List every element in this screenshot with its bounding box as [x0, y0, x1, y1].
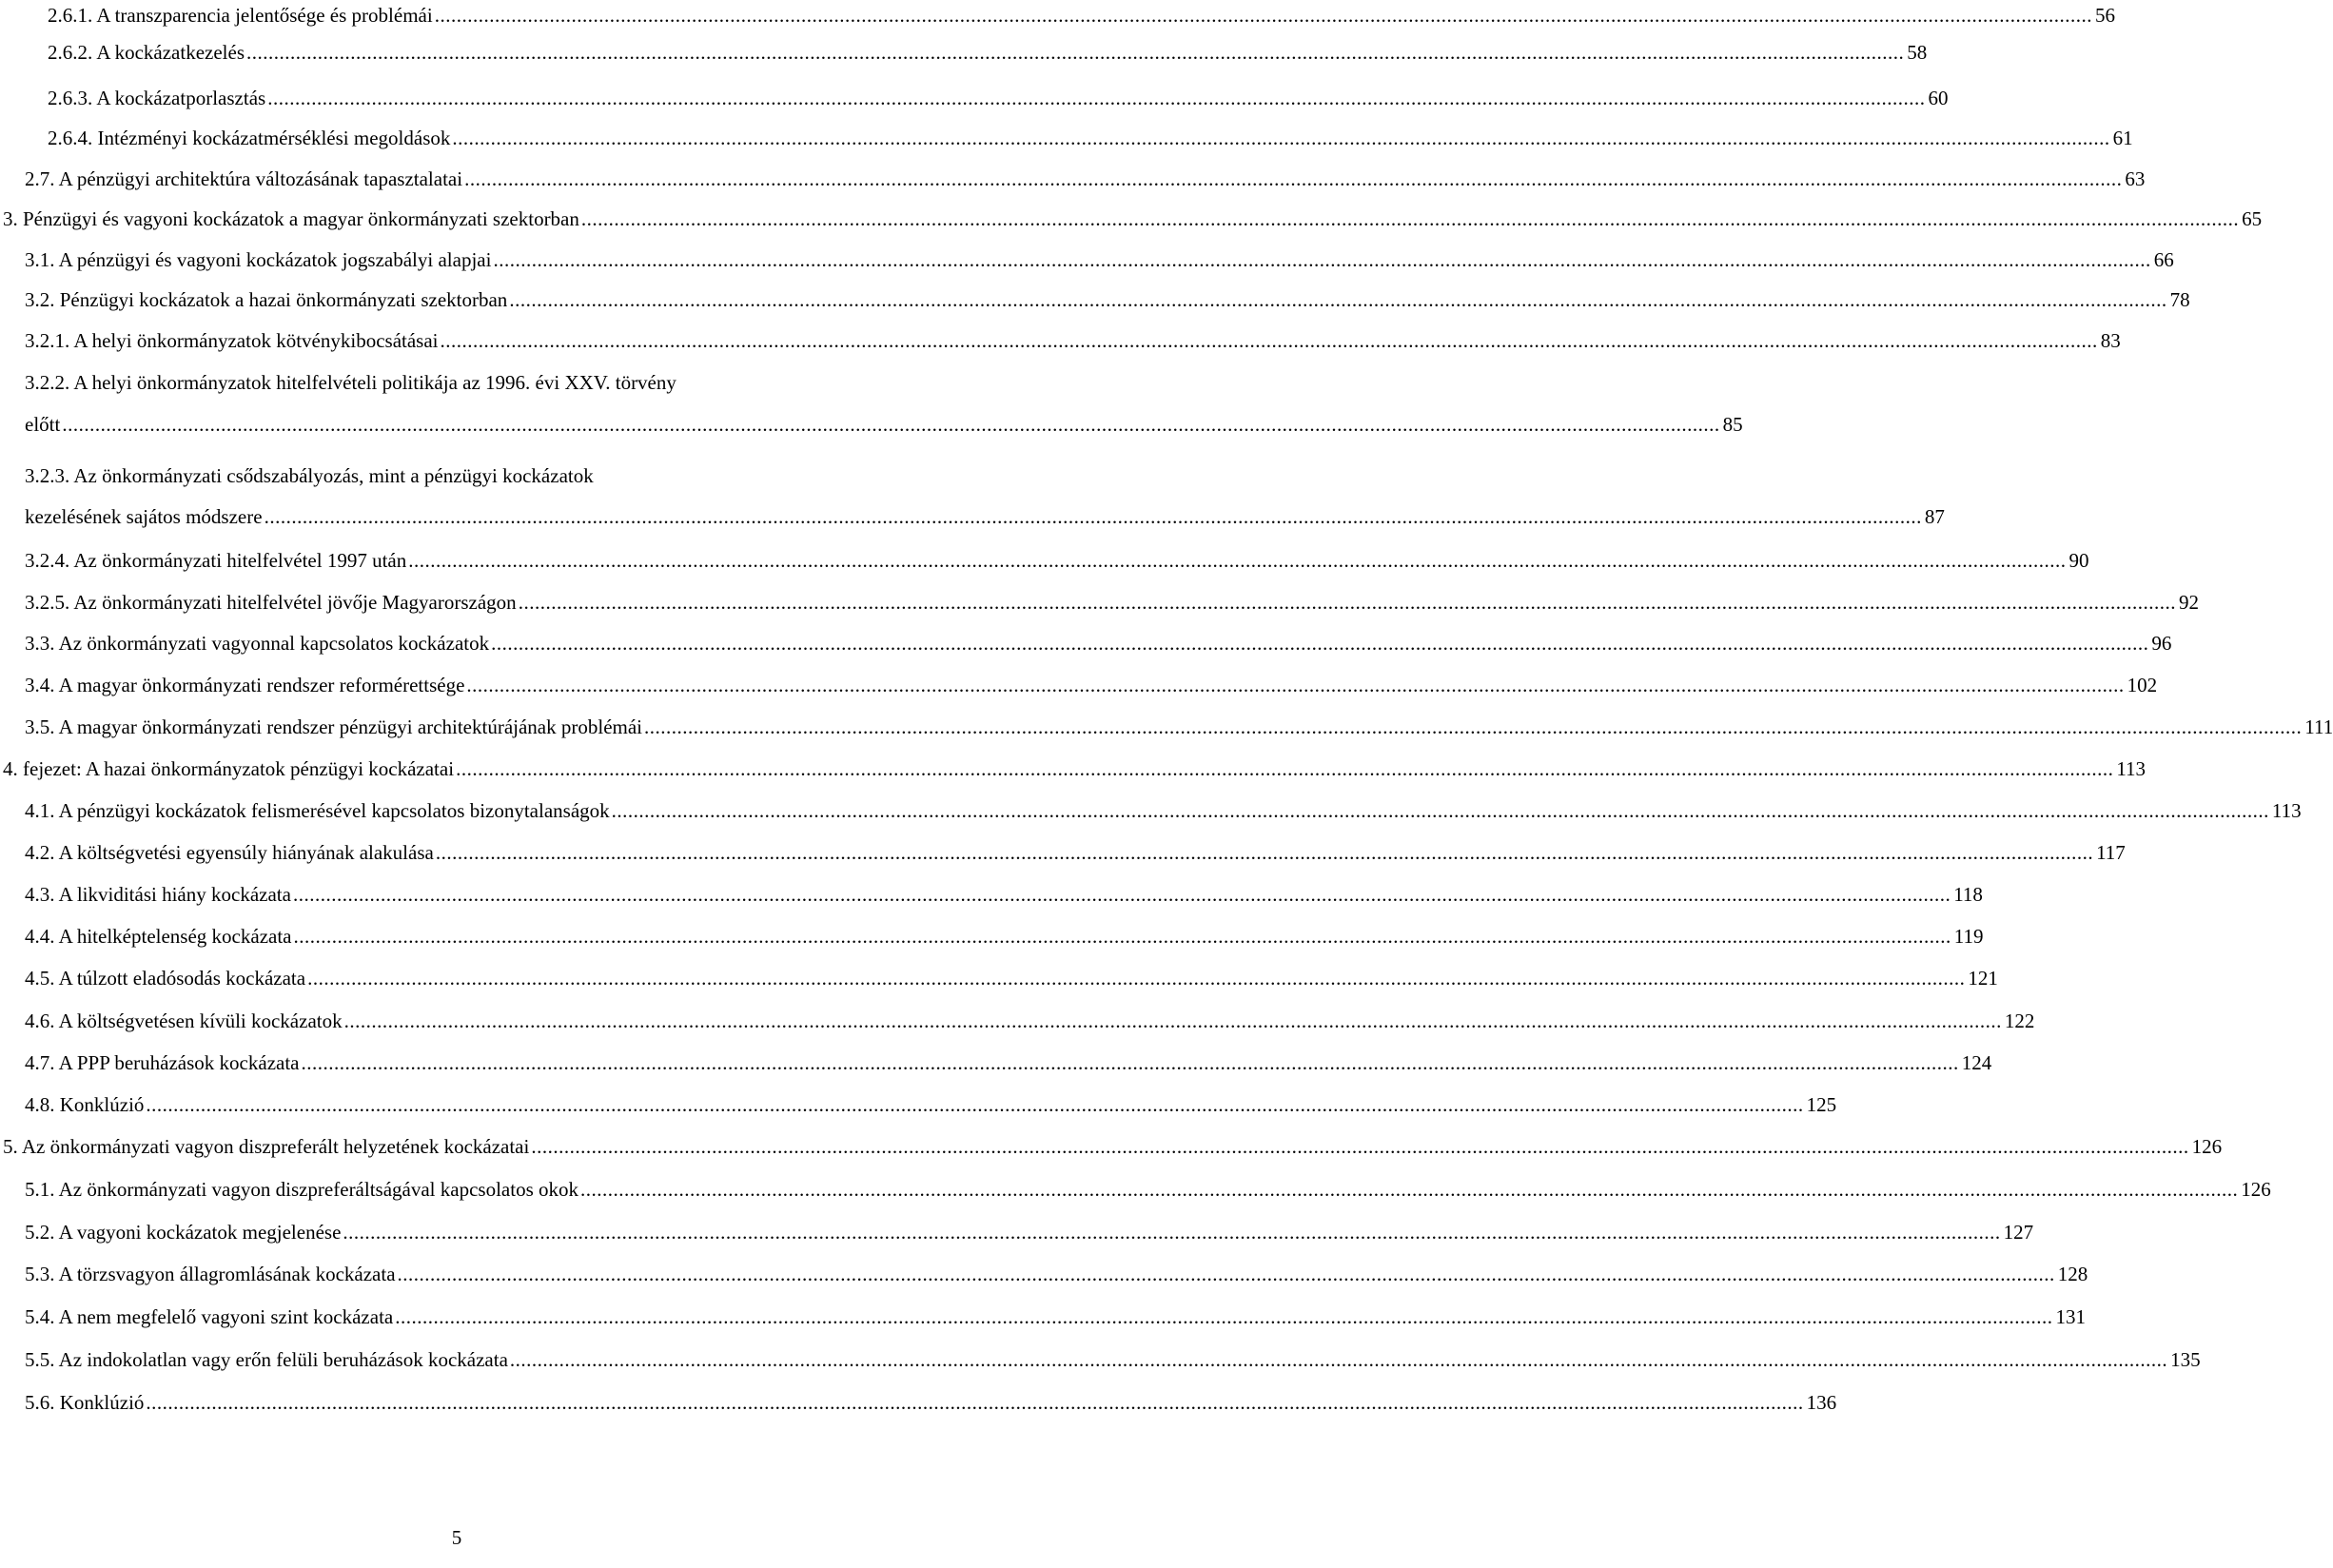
- toc-entry[interactable]: [25, 924, 1984, 949]
- toc-entry-page: 125: [1806, 1093, 1837, 1116]
- toc-entry[interactable]: [25, 1177, 2271, 1202]
- toc-entry[interactable]: [3, 1134, 2223, 1159]
- toc-entry[interactable]: [25, 328, 2121, 353]
- toc-entry-title: 3.5. A magyar önkormányzati rendszer pénzügyi architektúrájának problémái: [25, 715, 643, 738]
- toc-entry-page: 111: [2304, 715, 2333, 738]
- toc-entry-page: 124: [1961, 1051, 1992, 1074]
- dot-leader: [343, 1220, 2000, 1245]
- toc-entry[interactable]: [25, 247, 2174, 272]
- dot-leader: [344, 1009, 2002, 1033]
- dot-leader: [307, 966, 1965, 990]
- toc-entry-title: 2.6.4. Intézményi kockázatmérséklési megoldások: [48, 127, 451, 149]
- toc-entry[interactable]: [48, 3, 2115, 28]
- toc-entry-page: 56: [2094, 4, 2115, 27]
- toc-entry[interactable]: [25, 631, 2172, 656]
- toc-entry-page: 113: [2271, 799, 2302, 822]
- toc-entry-page: 127: [2003, 1221, 2034, 1244]
- dot-leader: [436, 840, 2093, 865]
- toc-entry-title-line1: 3.2.2. A helyi önkormányzatok hitelfelvételi politikája az 1996. évi XXV. törvény: [25, 371, 676, 394]
- dot-leader: [644, 715, 2302, 739]
- toc-entry-page: 78: [2169, 288, 2190, 311]
- toc-entry-page: 118: [1953, 883, 1983, 906]
- toc-entry[interactable]: [48, 40, 1928, 65]
- toc-entry[interactable]: [25, 715, 2333, 739]
- toc-entry[interactable]: [25, 287, 2190, 312]
- toc-entry[interactable]: [48, 86, 1949, 110]
- dot-leader: [408, 548, 2066, 573]
- toc-entry-title: 4.8. Konklúzió: [25, 1093, 145, 1116]
- toc-entry-page: 121: [1968, 967, 1998, 990]
- toc-entry[interactable]: [48, 126, 2133, 150]
- toc-entry-page: 126: [2241, 1178, 2271, 1201]
- toc-entry-title: 2.6.2. A kockázatkezelés: [48, 41, 245, 64]
- toc-entry-title: 3.2.5. Az önkormányzati hitelfelvétel jövője Magyarországon: [25, 591, 517, 614]
- dot-leader: [246, 40, 1904, 65]
- toc-entry-page: 96: [2151, 632, 2172, 655]
- toc-entry-title: 3.3. Az önkormányzati vagyonnal kapcsolatos kockázatok: [25, 632, 490, 655]
- toc-entry-title: 3.4. A magyar önkormányzati rendszer reformérettsége: [25, 674, 465, 696]
- toc-entry-title: 5. Az önkormányzati vagyon diszpreferált helyzetének kockázatai: [3, 1135, 530, 1158]
- dot-leader: [62, 412, 1719, 437]
- toc-entry-title: 3.2.1. A helyi önkormányzatok kötvénykibocsátásai: [25, 329, 439, 352]
- toc-entry-title: 5.1. Az önkormányzati vagyon diszpreferáltságával kapcsolatos okok: [25, 1178, 578, 1201]
- dot-leader: [146, 1092, 1803, 1117]
- toc-entry-title: 5.2. A vagyoni kockázatok megjelenése: [25, 1221, 342, 1244]
- toc-entry-page: 66: [2153, 248, 2174, 271]
- dot-leader: [612, 798, 2269, 823]
- dot-leader: [510, 1347, 2167, 1372]
- toc-entry[interactable]: [25, 1347, 2201, 1372]
- toc-entry[interactable]: [25, 548, 2089, 573]
- toc-entry-page: 83: [2100, 329, 2121, 352]
- dot-leader: [452, 126, 2109, 150]
- toc-entry-title: 3. Pénzügyi és vagyoni kockázatok a magyar önkormányzati szektorban: [3, 207, 579, 230]
- toc-entry-title: 3.2. Pénzügyi kockázatok a hazai önkormányzati szektorban: [25, 288, 508, 311]
- toc-entry-page: 119: [1953, 925, 1984, 948]
- toc-entry-page: 136: [1806, 1391, 1837, 1414]
- toc-entry[interactable]: [25, 966, 1998, 990]
- toc-entry-page: 126: [2191, 1135, 2223, 1158]
- toc-entry-title: 4.7. A PPP beruházások kockázata: [25, 1051, 300, 1074]
- toc-entry-page: 102: [2127, 674, 2158, 696]
- toc-entry-title: 3.2.4. Az önkormányzati hitelfelvétel 1997 után: [25, 549, 407, 572]
- toc-entry[interactable]: [25, 882, 1983, 907]
- page-number: 5: [451, 1526, 462, 1549]
- toc-entry-title: 4.3. A likviditási hiány kockázata: [25, 883, 291, 906]
- toc-entry[interactable]: [25, 798, 2302, 823]
- toc-entry-title: 2.7. A pénzügyi architektúra változásának tapasztalatai: [25, 167, 463, 190]
- toc-entry[interactable]: [25, 673, 2158, 697]
- toc-entry-title: 4.4. A hitelképtelenség kockázata: [25, 925, 292, 948]
- toc-entry-page: 135: [2170, 1348, 2201, 1371]
- toc-entry[interactable]: [3, 206, 2263, 231]
- dot-leader: [581, 206, 2239, 231]
- dot-leader: [398, 1262, 2055, 1286]
- toc-entry-page: 85: [1722, 413, 1743, 436]
- toc-entry-page: 113: [2116, 757, 2147, 780]
- toc-entry[interactable]: [25, 1304, 2086, 1329]
- toc-entry-page: 122: [2004, 1009, 2035, 1032]
- toc-entry[interactable]: [25, 1009, 2035, 1033]
- toc-entry-title-line1: 3.2.3. Az önkormányzati csődszabályozás, mint a pénzügyi kockázatok: [25, 464, 594, 487]
- dot-leader: [146, 1390, 1803, 1415]
- toc-entry-page: 58: [1907, 41, 1928, 64]
- toc-entry-title: 5.4. A nem megfelelő vagyoni szint kockázata: [25, 1305, 394, 1328]
- toc-entry-page: 61: [2112, 127, 2133, 149]
- toc-entry-title: 4. fejezet: A hazai önkormányzatok pénzügyi kockázatai: [3, 757, 455, 780]
- toc-entry[interactable]: [25, 167, 2146, 191]
- toc-entry-title: 5.3. A törzsvagyon állagromlásának kockázata: [25, 1263, 396, 1285]
- toc-entry-title: 3.1. A pénzügyi és vagyoni kockázatok jogszabályi alapjai: [25, 248, 492, 271]
- toc-entry-page: 87: [1924, 505, 1945, 528]
- dot-leader: [580, 1177, 2238, 1202]
- dot-leader: [395, 1304, 2052, 1329]
- toc-entry-title: 5.5. Az indokolatlan vagy erőn felüli beruházások kockázata: [25, 1348, 508, 1371]
- toc-entry-title: előtt: [25, 413, 61, 436]
- dot-leader: [509, 287, 2166, 312]
- dot-leader: [435, 3, 2092, 28]
- toc-entry-page: 63: [2125, 167, 2146, 190]
- dot-leader: [265, 504, 1922, 529]
- toc-entry[interactable]: [25, 1262, 2088, 1286]
- dot-leader: [519, 590, 2176, 615]
- dot-leader: [293, 882, 1951, 907]
- toc-entry[interactable]: [25, 1050, 1992, 1075]
- toc-entry[interactable]: [25, 840, 2126, 865]
- toc-entry-title: 4.5. A túlzott eladósodás kockázata: [25, 967, 306, 990]
- toc-entry-page: 131: [2055, 1305, 2086, 1328]
- dot-leader: [464, 167, 2122, 191]
- toc-entry-page: 117: [2096, 841, 2126, 864]
- toc-entry-title: 2.6.1. A transzparencia jelentősége és problémái: [48, 4, 433, 27]
- toc-entry-page: 65: [2242, 207, 2263, 230]
- toc-entry-title: 5.6. Konklúzió: [25, 1391, 145, 1414]
- toc-entry-page: 90: [2068, 549, 2089, 572]
- toc-entry-title: 4.1. A pénzügyi kockázatok felismerésével kapcsolatos bizonytalanságok: [25, 799, 610, 822]
- dot-leader: [456, 756, 2113, 781]
- toc-entry[interactable]: [25, 1390, 1837, 1415]
- toc-entry-page: 92: [2178, 591, 2199, 614]
- toc-entry-title: 4.2. A költségvetési egyensúly hiányának alakulása: [25, 841, 434, 864]
- toc-entry[interactable]: [25, 590, 2199, 615]
- dot-leader: [531, 1134, 2188, 1159]
- dot-leader: [491, 631, 2148, 656]
- toc-entry-title: 4.6. A költségvetésen kívüli kockázatok: [25, 1009, 343, 1032]
- dot-leader: [294, 924, 1951, 949]
- toc-entry-title: 2.6.3. A kockázatporlasztás: [48, 87, 266, 109]
- toc-entry-page: 128: [2057, 1263, 2088, 1285]
- toc-entry-title: kezelésének sajátos módszere: [25, 505, 263, 528]
- toc-entry[interactable]: [25, 1220, 2034, 1245]
- dot-leader: [302, 1050, 1959, 1075]
- toc-entry[interactable]: [25, 1092, 1837, 1117]
- dot-leader: [493, 247, 2150, 272]
- toc-entry[interactable]: [3, 756, 2147, 781]
- toc-entry[interactable]: [25, 463, 1945, 529]
- toc-entry[interactable]: [25, 370, 1743, 437]
- dot-leader: [466, 673, 2124, 697]
- dot-leader: [441, 328, 2098, 353]
- toc-entry-page: 60: [1928, 87, 1949, 109]
- dot-leader: [267, 86, 1925, 110]
